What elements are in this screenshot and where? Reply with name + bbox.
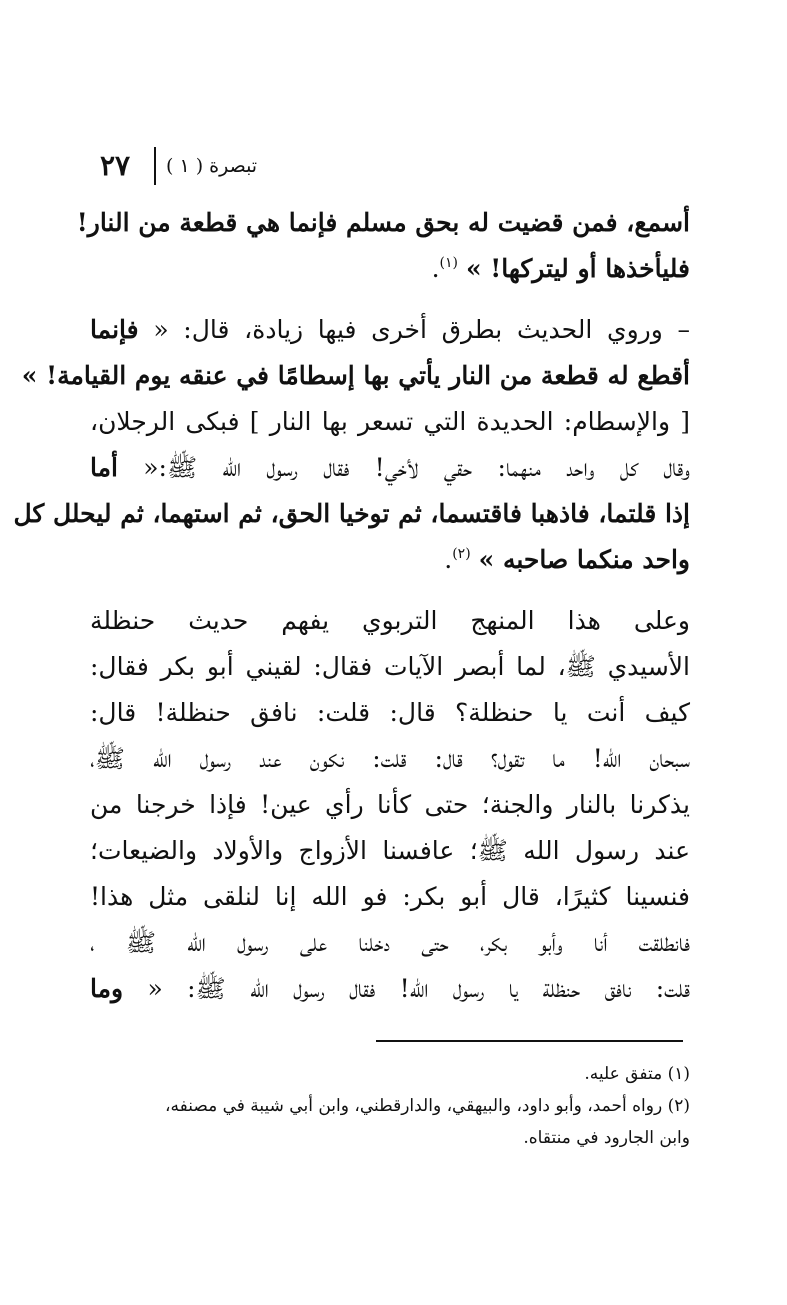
- narration-text: قلت: نافق حنظلة يا رسول الله! فقال رسول الله ﷺ: «: [147, 974, 690, 1003]
- text-line: الأسيدي ﷺ، لما أبصر الآيات فقال: لقيني أبو بكر فقال:: [90, 652, 690, 681]
- header-divider: [154, 147, 156, 185]
- text-line: إذا قلتما، فاذهبا فاقتسما، ثم توخيا الحق، ثم استهما، ثم ليحلل كل: [13, 499, 690, 528]
- text-line: [90, 966, 690, 1012]
- footnotes: [90, 1058, 690, 1154]
- footnote-separator: [376, 1040, 683, 1042]
- text-line: أسمع، فمن قضيت له بحق مسلم فإنما هي قطعة من النار!: [76, 208, 690, 237]
- text-line: يذكرنا بالنار والجنة؛ حتى كأنا رأي عين! فإذا خرجنا من: [90, 790, 690, 819]
- paragraph-1: [76, 200, 690, 292]
- main-text: [13, 200, 691, 1027]
- text-line: [ والإسطام: الحديدة التي تسعر بها النار ] فبكى الرجلان،: [90, 407, 690, 436]
- hadith-text: فإنما: [90, 315, 139, 344]
- hadith-text: فليأخذها أو ليتركها! »: [465, 254, 690, 283]
- page-header: [100, 146, 260, 186]
- paragraph-3: [90, 598, 690, 1012]
- running-title: تبصرة ( ١ ): [166, 155, 258, 177]
- text-line: وعلى هذا المنهج التربوي يفهم حديث حنظلة: [90, 606, 690, 635]
- page-number: ٢٧: [100, 149, 131, 182]
- hadith-text: أما: [90, 453, 118, 482]
- footnote-ref: (١): [439, 255, 458, 271]
- narration-text: وقال كل واحد منهما: حقي لأخي! فقال رسول الله ﷺ:«: [143, 453, 691, 482]
- text-line: عند رسول الله ﷺ؛ عافسنا الأزواج والأولاد والضيعات؛: [90, 836, 690, 865]
- text-line: [90, 246, 690, 292]
- footnote-1: (١) متفق عليه.: [584, 1064, 690, 1084]
- text-line: [90, 537, 690, 583]
- text-line: فانطلقت أنا وأبو بكر، حتى دخلنا على رسول الله ﷺ ،: [90, 928, 690, 957]
- text-line: كيف أنت يا حنظلة؟ قال: قلت: نافق حنظلة! قال:: [90, 698, 690, 727]
- narration-text: – وروي الحديث بطرق أخرى فيها زيادة، قال: «: [153, 315, 690, 344]
- hadith-text: واحد منكما صاحبه »: [478, 545, 690, 574]
- footnote-2-line: (٢) رواه أحمد، وأبو داود، والبيهقي، والدارقطني، وابن أبي شيبة في مصنفه،: [165, 1096, 690, 1116]
- text-line: فنسينا كثيرًا، قال أبو بكر: فو الله إنا لنلقى مثل هذا!: [90, 882, 690, 911]
- text-line: [90, 307, 690, 353]
- footnote-2-line: وابن الجارود في منتقاه.: [523, 1128, 690, 1148]
- punctuation: .: [444, 545, 453, 574]
- text-line: أقطع له قطعة من النار يأتي بها إسطامًا في عنقه يوم القيامة! »: [21, 361, 690, 390]
- hadith-text: وما: [90, 974, 124, 1003]
- text-line: سبحان الله! ما تقول؟ قال: قلت: نكون عند رسول الله ﷺ،: [90, 744, 690, 773]
- text-line: [90, 445, 690, 491]
- footnote-ref: (٢): [452, 546, 471, 562]
- paragraph-2: [13, 307, 691, 583]
- punctuation: .: [431, 254, 440, 283]
